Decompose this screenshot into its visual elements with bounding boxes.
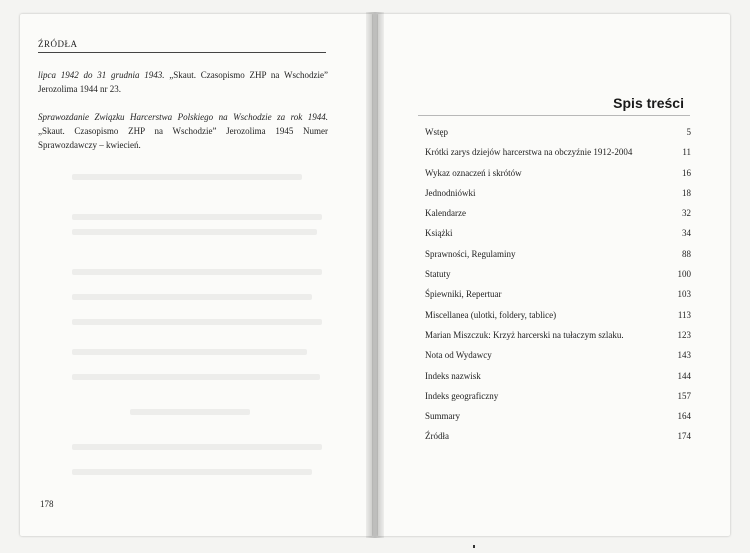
toc-entry-page: 16 bbox=[682, 167, 691, 178]
source-entry bbox=[38, 110, 328, 152]
toc-entry-title: Sprawności, Regulaminy bbox=[425, 248, 516, 259]
toc-entry-title: Nota od Wydawcy bbox=[425, 350, 492, 361]
toc-entry-title: Krótki zarys dziejów harcerstwa na obczyźnie 1912-2004 bbox=[425, 147, 633, 158]
toc-entry bbox=[425, 348, 691, 368]
toc-entry-page: 88 bbox=[682, 248, 691, 259]
toc-entry-title: Marian Miszczuk: Krzyż harcerski na tułaczym szlaku. bbox=[425, 329, 624, 340]
toc-entry-page: 174 bbox=[677, 431, 691, 442]
toc-entry-page: 144 bbox=[677, 370, 691, 381]
toc-entry bbox=[425, 308, 691, 328]
page-number: 178 bbox=[40, 499, 54, 509]
toc-entry-title: Summary bbox=[425, 411, 460, 422]
toc-heading: Spis treści bbox=[613, 95, 684, 111]
toc-entry bbox=[425, 267, 691, 287]
toc-entry bbox=[425, 409, 691, 429]
source-entry-text: „Skaut. Czasopismo ZHP na Wschodzie” Jerozolima 1944 nr 23. bbox=[38, 70, 328, 94]
toc-entry bbox=[425, 369, 691, 389]
toc-entry-title: Książki bbox=[425, 228, 453, 239]
toc-entry-page: 11 bbox=[682, 147, 691, 158]
source-entry-italic: Sprawozdanie Związku Harcerstwa Polskiego na Wschodzie za rok 1944. bbox=[38, 112, 328, 122]
toc-entry-title: Statuty bbox=[425, 269, 451, 280]
toc-entry bbox=[425, 328, 691, 348]
toc-entry bbox=[425, 389, 691, 409]
toc-entry-title: Kalendarze bbox=[425, 208, 466, 219]
toc-entry-title: Wykaz oznaczeń i skrótów bbox=[425, 167, 522, 178]
toc-entry-title: Indeks geograficzny bbox=[425, 390, 499, 401]
toc-entry-page: 100 bbox=[677, 269, 691, 280]
toc-entry-page: 34 bbox=[682, 228, 691, 239]
toc-entry bbox=[425, 125, 691, 145]
toc-page-body bbox=[378, 0, 730, 553]
ink-fleck bbox=[473, 545, 475, 548]
toc-list bbox=[425, 125, 691, 450]
toc-entry bbox=[425, 247, 691, 267]
source-entry-italic: lipca 1942 do 31 grudnia 1943. bbox=[38, 70, 165, 80]
source-entry bbox=[38, 68, 328, 96]
source-entry-text: „Skaut. Czasopismo ZHP na Wschodzie” Jerozolima 1945 Numer Sprawozdawczy – kwiecień. bbox=[38, 126, 328, 150]
running-head: ŹRÓDŁA bbox=[38, 39, 326, 53]
toc-entry-title: Jednodniówki bbox=[425, 187, 476, 198]
toc-entry-title: Wstęp bbox=[425, 127, 448, 137]
toc-entry-page: 32 bbox=[682, 208, 691, 219]
toc-entry bbox=[425, 226, 691, 246]
toc-entry-page: 5 bbox=[686, 127, 691, 137]
toc-entry bbox=[425, 429, 691, 449]
toc-entry-page: 157 bbox=[677, 390, 691, 401]
toc-divider bbox=[418, 115, 690, 116]
toc-entry-page: 164 bbox=[677, 411, 691, 422]
toc-entry-page: 18 bbox=[682, 187, 691, 198]
toc-entry bbox=[425, 206, 691, 226]
toc-entry bbox=[425, 145, 691, 165]
toc-entry-title: Indeks nazwisk bbox=[425, 370, 481, 381]
toc-entry bbox=[425, 186, 691, 206]
toc-entry-title: Miscellanea (ulotki, foldery, tablice) bbox=[425, 309, 557, 320]
toc-entry bbox=[425, 166, 691, 186]
toc-entry-title: Źródła bbox=[425, 431, 449, 442]
toc-entry-page: 103 bbox=[677, 289, 691, 300]
toc-entry-page: 123 bbox=[677, 329, 691, 340]
toc-entry bbox=[425, 287, 691, 307]
toc-entry-title: Śpiewniki, Repertuar bbox=[425, 289, 502, 300]
toc-entry-page: 143 bbox=[677, 350, 691, 361]
toc-entry-page: 113 bbox=[677, 309, 691, 320]
